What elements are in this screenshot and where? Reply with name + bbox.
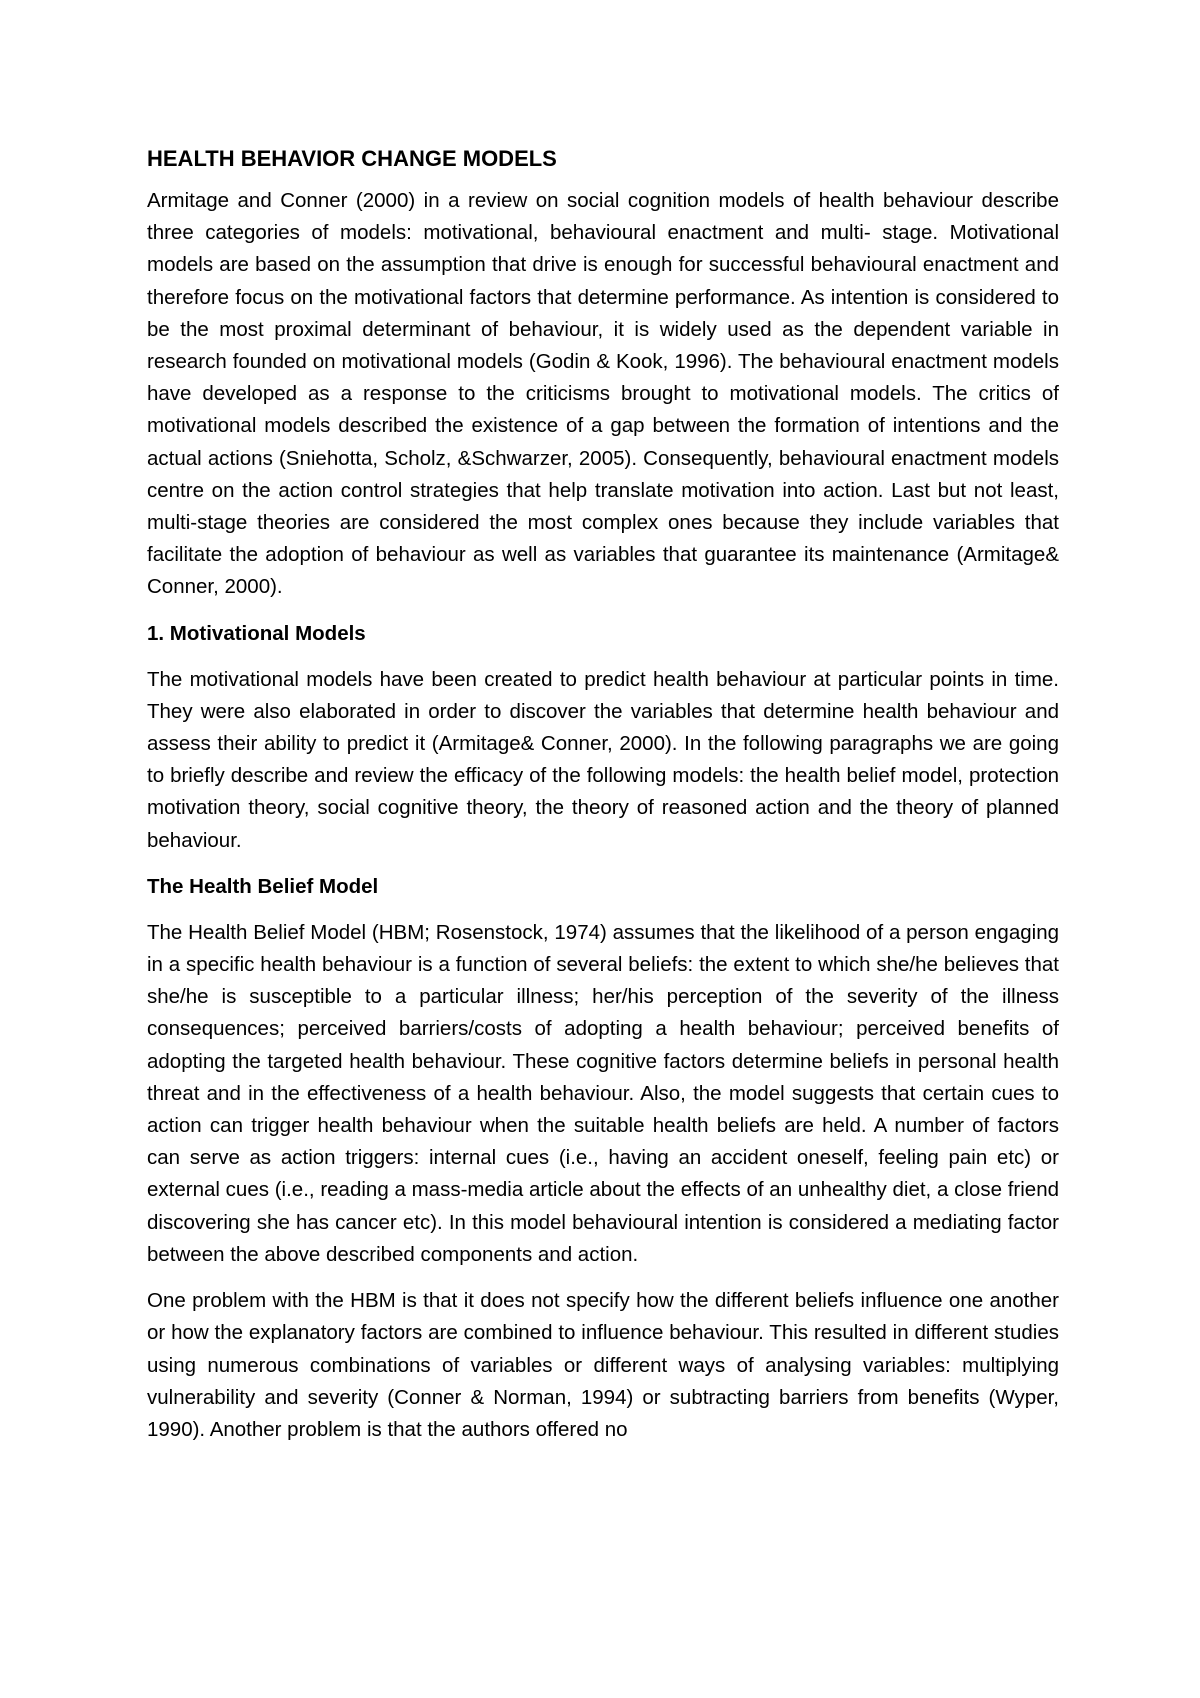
document-body: [147, 143, 1059, 1446]
health-belief-model-paragraph: The Health Belief Model (HBM; Rosenstock, 1974) assumes that the likelihood of a person engaging in a specific health behaviour is a function of several beliefs: the extent to which she/he believes that she/he is susceptible to a particular illness; her/his perception of the severity of the illness consequences; perceived barriers/costs of adopting a health behaviour; perceived benefits of adopting the targeted health behaviour. These cognitive factors determine beliefs in personal health threat and in the effectiveness of a health behaviour. Also, the model suggests that certain cues to action can trigger health behaviour when the suitable health beliefs are held. A number of factors can serve as action triggers: internal cues (i.e., having an accident oneself, feeling pain etc) or external cues (i.e., reading a mass-media article about the effects of an unhealthy diet, a close friend discovering she has cancer etc). In this model behavioural intention is considered a mediating factor between the above described components and action.: [147, 920, 1059, 1266]
intro-paragraph: Armitage and Conner (2000) in a review on social cognition models of health behaviour describe three categories of models: motivational, behavioural enactment and multi- stage. Motivational models are based on the assumption that drive is enough for successful behavioural enactment and therefore focus on the motivational factors that determine performance. As intention is considered to be the most proximal determinant of behaviour, it is widely used as the dependent variable in research founded on motivational models (Godin & Kook, 1996). The behavioural enactment models have developed as a response to the criticisms brought to motivational models. The critics of motivational models described the existence of a gap between the formation of intentions and the actual actions (Sniehotta, Scholz, &Schwarzer, 2005). Consequently, behavioural enactment models centre on the action control strategies that help translate motivation into action. Last but not least, multi-stage theories are considered the most complex ones because they include variables that facilitate the adoption of behaviour as well as variables that guarantee its maintenance (Armitage& Conner, 2000).: [147, 189, 1059, 599]
motivational-models-paragraph: The motivational models have been created to predict health behaviour at particular points in time. They were also elaborated in order to discover the variables that determine health behaviour and assess their ability to predict it (Armitage& Conner, 2000). In the following paragraphs we are going to briefly describe and review the efficacy of the following models: the health belief model, protection motivation theory, social cognitive theory, the theory of reasoned action and the theory of planned behaviour.: [147, 667, 1059, 852]
health-belief-model-problems-paragraph: One problem with the HBM is that it does not specify how the different beliefs influence one another or how the explanatory factors are combined to influence behaviour. This resulted in different studies using numerous combinations of variables or different ways of analysing variables: multiplying vulnerability and severity (Conner & Norman, 1994) or subtracting barriers from benefits (Wyper, 1990). Another problem is that the authors offered no: [147, 1289, 1059, 1441]
section-heading-motivational-models: 1. Motivational Models: [147, 621, 366, 645]
page-title: HEALTH BEHAVIOR CHANGE MODELS: [147, 146, 557, 171]
section-heading-health-belief-model: The Health Belief Model: [147, 874, 379, 898]
